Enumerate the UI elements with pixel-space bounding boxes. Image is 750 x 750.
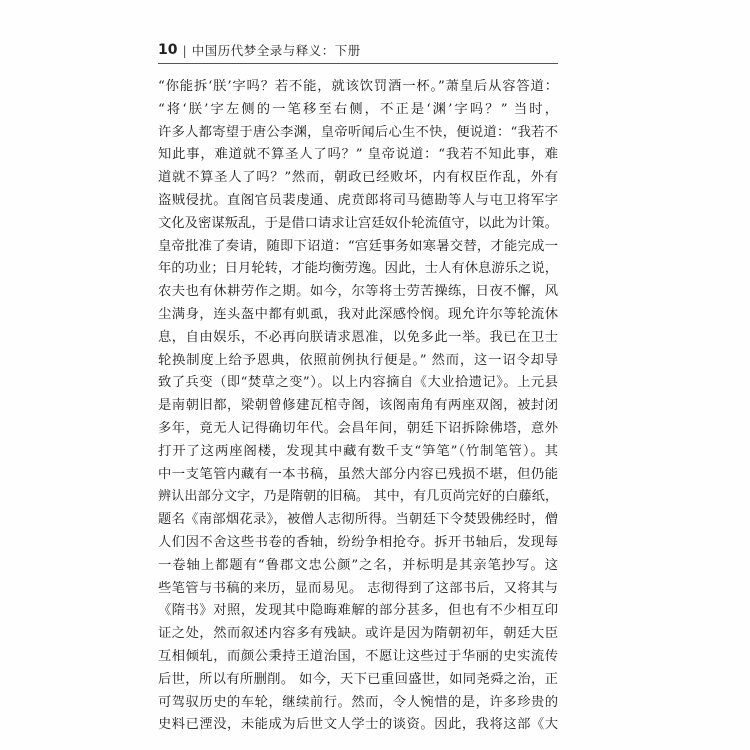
text-line: 些笔管与书稿的来历，显而易见。 志彻得到了这部书后，又将其与: [158, 580, 558, 596]
text-line: 一卷轴上都题有“鲁郡文忠公颜”之名，并标明是其亲笔抄写。这: [158, 557, 558, 573]
text-line: 题名《南部烟花录》，被僧人志彻所得。当朝廷下令焚毁佛经时，僧: [158, 512, 558, 528]
text-line: 盗贼侵扰。直阁官员裴虔通、虎贲郎将司马德勘等人与屯卫将军字: [158, 192, 558, 208]
text-line: “你能拆‘朕’字吗？若不能，就该饮罚酒一杯。”萧皇后从容答道：: [158, 79, 558, 94]
text-line: 道就不算圣人了吗？”然而，朝政已经败坏，内有权臣作乱，外有: [158, 170, 558, 186]
text-line: 可驾驭历史的车轮，继续前行。然而，令人惋惜的是，许多珍贵的: [158, 694, 558, 710]
text-line: 人们因不舍这些书卷的香轴，纷纷争相抢夺。拆开书轴后，发现每: [158, 534, 558, 550]
header-rule: [158, 63, 558, 64]
text-line: 后世，所以有所删削。 如今，天下已重回盛世，如同尧舜之治，正: [158, 671, 558, 687]
page-number: 10: [158, 42, 178, 58]
text-line: 致了兵变（即“焚草之变”）。以上内容摘自《大业拾遗记》。上元县: [158, 375, 558, 391]
text-line: 《隋书》对照，发现其中隐晦难解的部分甚多，但也有不少相互印: [158, 603, 558, 619]
text-line: 证之处，然而叙述内容多有残缺。或许是因为隋朝初年，朝廷大臣: [158, 626, 558, 642]
text-line: 打开了这两座阁楼，发现其中藏有数千支“笋笔”（竹制笔管）。其: [158, 443, 558, 459]
header-separator: |: [182, 42, 187, 58]
text-line: 许多人都寄望于唐公李渊，皇帝听闻后心生不快，便说道：“我若不: [158, 124, 558, 140]
text-line: 轮换制度上给予恩典，依照前例执行便是。” 然而，这一诏令却导: [158, 352, 558, 368]
text-line: 中一支笔管内藏有一本书稿，虽然大部分内容已残损不堪，但仍能: [158, 466, 558, 482]
book-title: 中国历代梦全录与释义：下册: [191, 43, 361, 58]
text-line: 皇帝批准了奏请，随即下诏道：“宫廷事务如寒暑交替，才能完成一: [158, 238, 558, 254]
running-header: [158, 40, 558, 60]
text-line: 农夫也有休耕劳作之期。如今，尔等将士劳苦操练，日夜不懈，风: [158, 284, 558, 300]
text-line: 辨认出部分文字，乃是隋朝的旧稿。 其中，有几页尚完好的白藤纸，: [158, 489, 558, 505]
text-line: “将‘朕’字左侧的一笔移至右侧，不正是‘渊’字吗？” 当时，: [158, 101, 558, 117]
text-line: 互相倾轧，而颜公秉持王道治国，不愿让这些过于华丽的史实流传: [158, 648, 558, 664]
text-line: 年的功业；日月轮转，才能均衡劳逸。因此，士人有休息游乐之说，: [158, 261, 558, 277]
text-line: 多年，竟无人记得确切年代。会昌年间，朝廷下诏拆除佛塔，意外: [158, 420, 558, 436]
text-line: 是南朝旧都，梁朝曾修建瓦棺寺阁，该阁南角有两座双阁，被封闭: [158, 398, 558, 414]
text-line: 息，自由娱乐，不必再向朕请求恩准，以免多此一举。我已在卫士: [158, 329, 558, 345]
text-line: 知此事，难道就不算圣人了吗？” 皇帝说道：“我若不知此事，难: [158, 147, 558, 163]
text-line: 文化及密谋叛乱，于是借口请求让宫廷奴仆轮流值守，以此为计策。: [158, 215, 558, 231]
text-line: 尘满身，连头盔中都有虮虱，我对此深感怜悯。现允许尔等轮流休: [158, 306, 558, 322]
body-text: [158, 76, 558, 737]
text-line: 史料已湮没，未能成为后世文人学士的谈资。因此，我将这部《大: [158, 717, 558, 733]
